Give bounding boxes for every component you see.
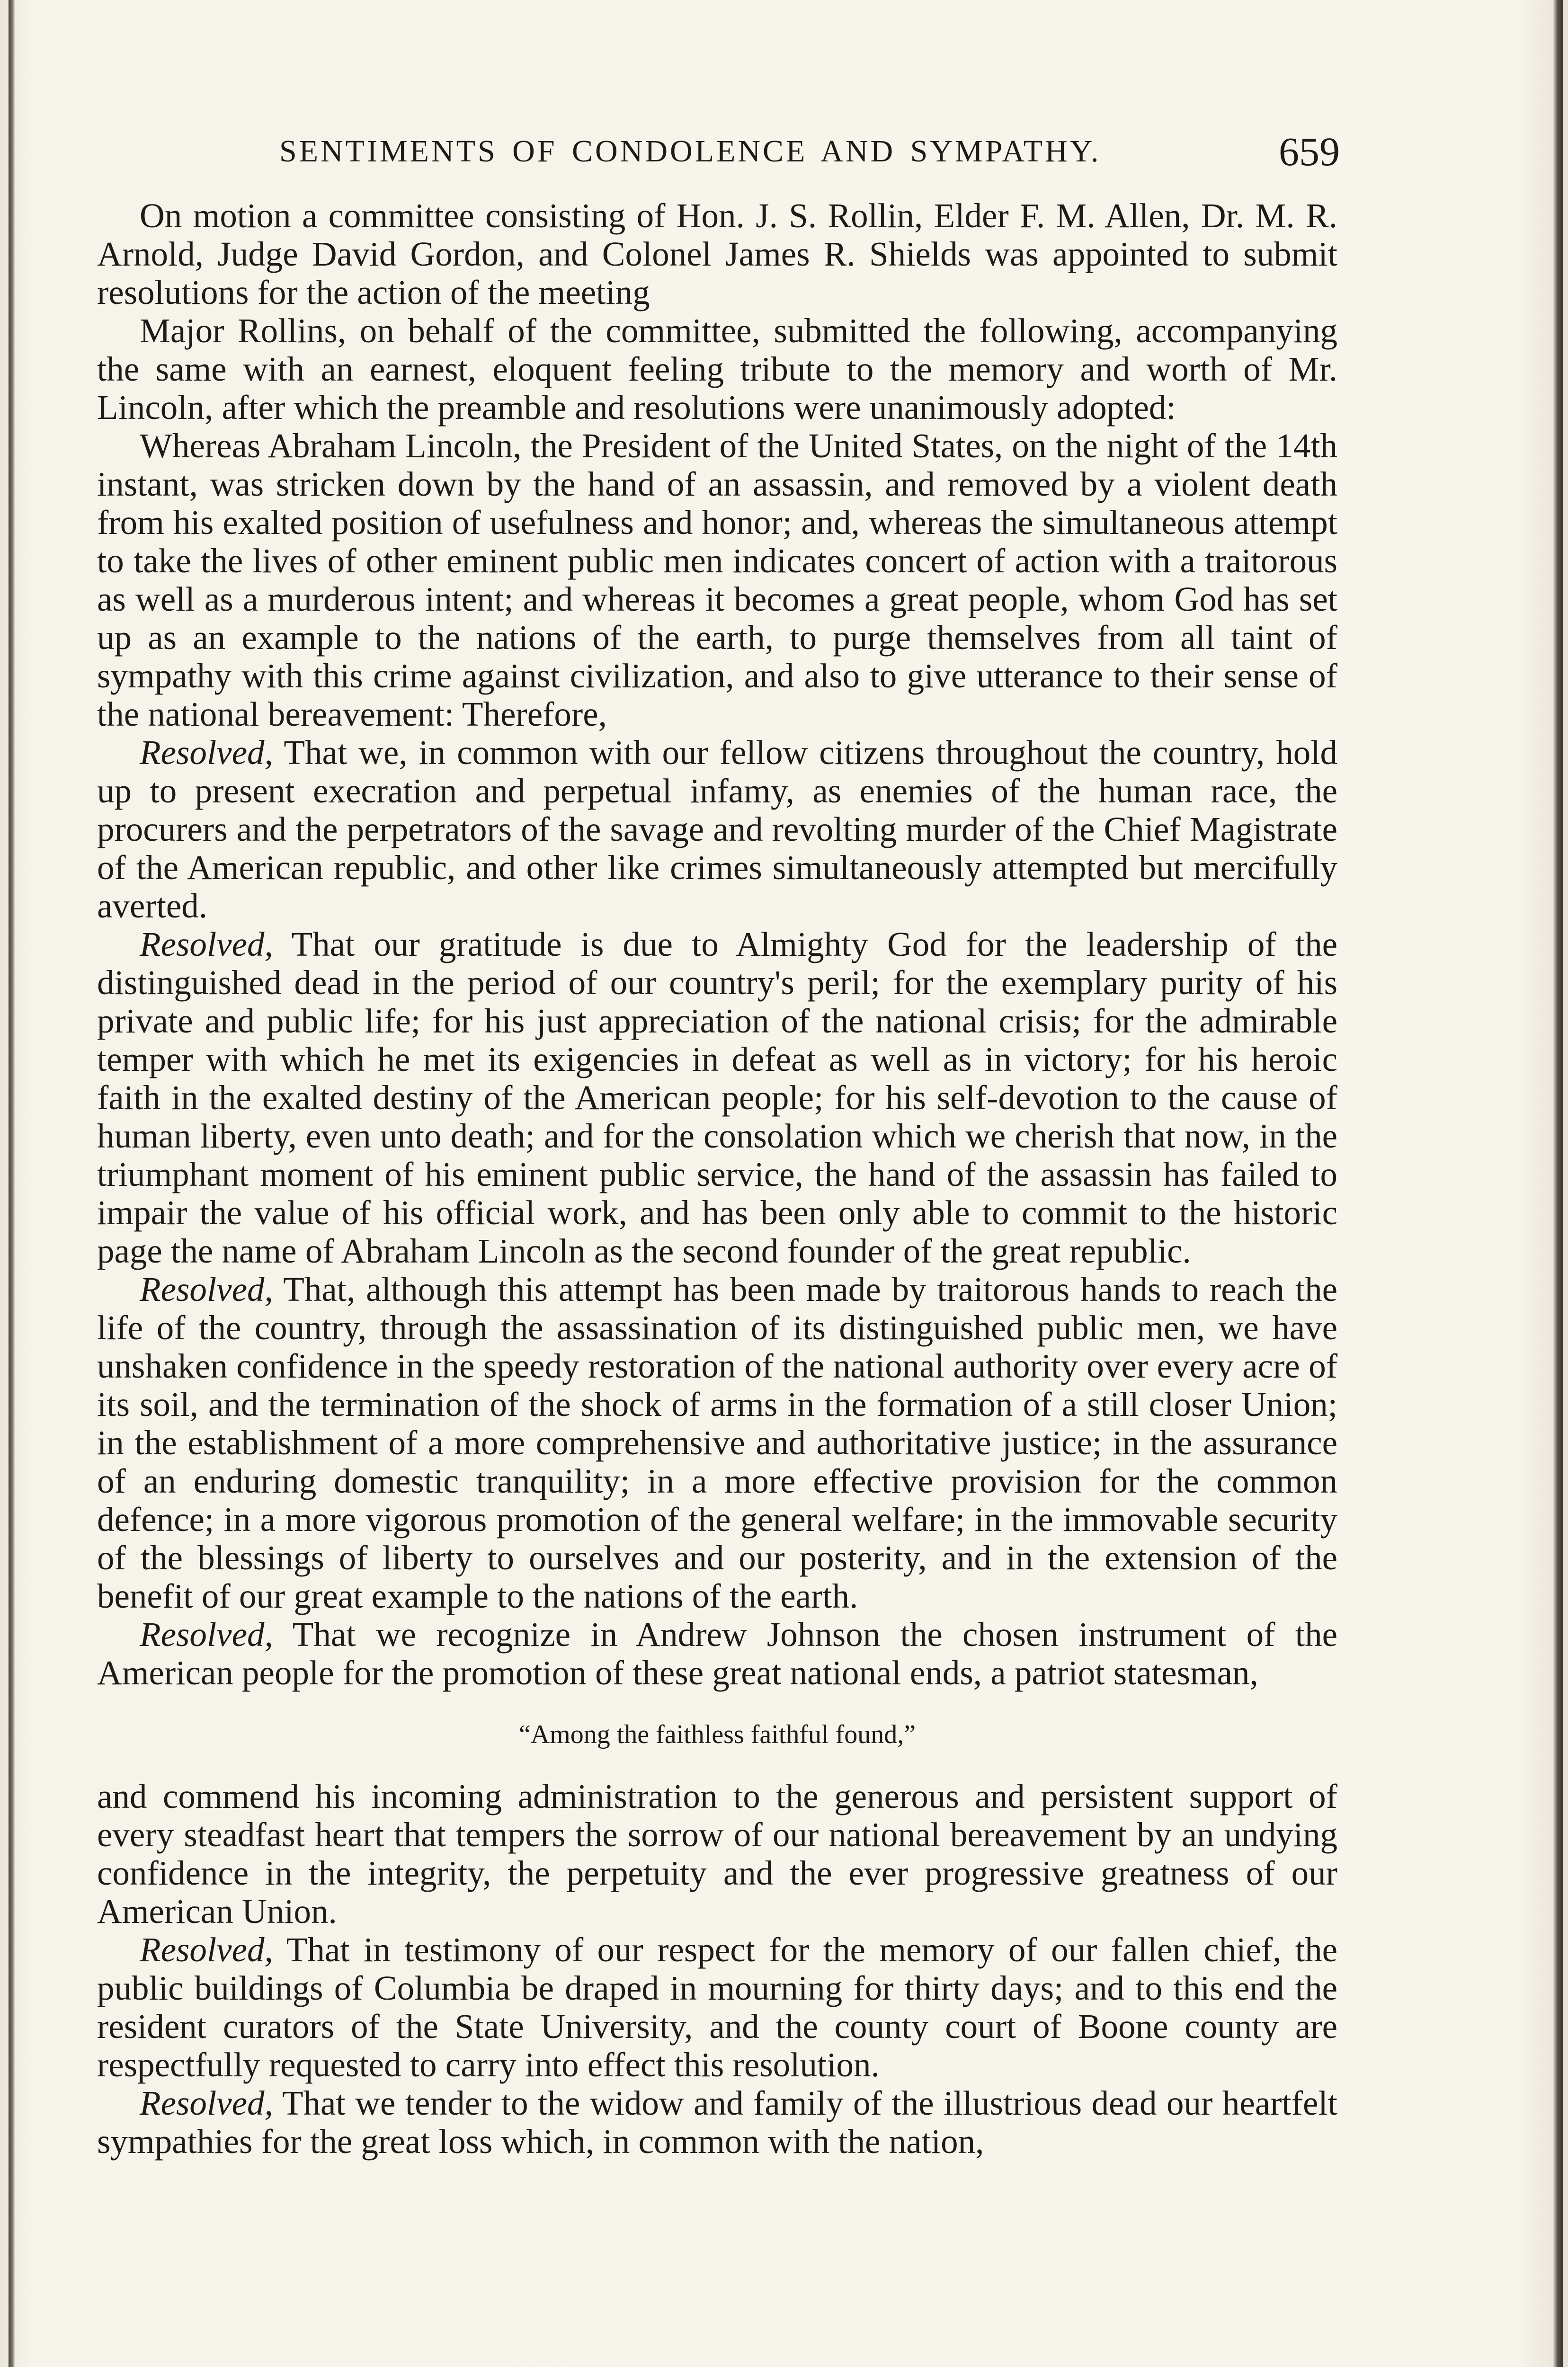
committee-paragraph: On motion a committee consisting of Hon. J. S. Rollin, Elder F. M. Allen, Dr. M. R. Arnold, Judge David Gordon, and Colonel James R. Shields was appointed to submit resolutions for the action of the meeting	[97, 196, 1337, 311]
major-rollins-paragraph: Major Rollins, on behalf of the committee, submitted the following, accompanying the same with an earnest, eloquent feeling tribute to the memory and worth of Mr. Lincoln, after which the preamble and resolutions were unanimously adopted:	[97, 311, 1337, 427]
resolution-text: That we tender to the widow and family of the illustrious dead our heartfelt sympathies for the great loss which, in common with the nation,	[97, 2084, 1337, 2161]
block-quote: “Among the faithless faithful found,”	[518, 1720, 916, 1749]
resolved-label: Resolved,	[140, 2084, 273, 2122]
resolved-label: Resolved,	[140, 1931, 273, 1969]
resolution-text: That we recognize in Andrew Johnson the chosen instrument of the American people for the promotion of these great national ends, a patriot statesman,	[97, 1615, 1337, 1692]
resolution-paragraph	[97, 925, 1337, 1270]
resolution-paragraph	[97, 1615, 1337, 1692]
body-text	[97, 196, 1337, 2161]
left-page-edge	[9, 0, 15, 2367]
resolved-label: Resolved,	[140, 1270, 273, 1308]
page-header	[95, 128, 1340, 180]
whereas-preamble: Whereas Abraham Lincoln, the President of the United States, on the night of the 14th instant, was stricken down by the hand of an assassin, and removed by a violent death from his exalted position of usefulness and honor; and, whereas the simultaneous attempt to take the lives of other eminent public men indicates concert of action with a traitorous as well as a murderous intent; and whereas it becomes a great people, whom God has set up as an example to the nations of the earth, to purge themselves from all taint of sympathy with this crime against civilization, and also to give utterance to their sense of the national bereavement: Therefore,	[97, 427, 1337, 733]
right-page-edge	[1553, 0, 1563, 2367]
running-title: SENTIMENTS OF CONDOLENCE AND SYMPATHY.	[279, 134, 1101, 169]
resolution-text: That our gratitude is due to Almighty God for the leadership of the distinguished dead in the period of our country's peril; for the exemplary purity of his private and public life; for his just appreciation of the national crisis; for the admirable temper with which he met its exigencies in defeat as well as in victory; for his heroic faith in the exalted destiny of the American people; for his self-devotion to the cause of human liberty, even unto death; and for the consolation which we cherish that now, in the triumphant moment of his eminent public service, the hand of the assassin has failed to impair the value of his official work, and has been only able to commit to the historic page the name of Abraham Lincoln as the second founder of the great republic.	[97, 925, 1337, 1270]
resolution-text: That we, in common with our fellow citizens throughout the country, hold up to present execration and perpetual infamy, as enemies of the human race, the procurers and the perpetrators of the savage and revolting murder of the Chief Magistrate of the American republic, and other like crimes simultaneously attempted but mercifully averted.	[97, 733, 1337, 925]
resolution-text: That, although this attempt has been made by traitorous hands to reach the life of the country, through the assassination of its distinguished public men, we have unshaken confidence in the speedy restoration of the national authority over every acre of its soil, and the termination of the shock of arms in the formation of a still closer Union; in the establishment of a more comprehensive and authoritative justice; in the assurance of an enduring domestic tranquility; in a more effective provision for the common defence; in a more vigorous promotion of the general welfare; in the immovable security of the blessings of liberty to ourselves and our posterity, and in the extension of the benefit of our great example to the nations of the earth.	[97, 1270, 1337, 1615]
continuation-paragraph: and commend his incoming administration to the generous and persistent support of every steadfast heart that tempers the sorrow of our national bereavement by an undying confidence in the integrity, the perpetuity and the ever progressive greatness of our American Union.	[97, 1777, 1337, 1931]
page-number: 659	[1279, 129, 1340, 174]
resolved-label: Resolved,	[140, 925, 273, 963]
resolution-paragraph	[97, 1270, 1337, 1615]
resolved-label: Resolved,	[140, 733, 273, 772]
resolution-paragraph	[97, 1931, 1337, 2084]
resolution-paragraph	[97, 2084, 1337, 2161]
resolution-paragraph	[97, 733, 1337, 925]
resolution-text: That in testimony of our respect for the memory of our fallen chief, the public buildings of Columbia be draped in mourning for thirty days; and to this end the resident curators of the State University, and the county court of Boone county are respectfully requested to carry into effect this resolution.	[97, 1931, 1337, 2084]
resolved-label: Resolved,	[140, 1615, 273, 1654]
